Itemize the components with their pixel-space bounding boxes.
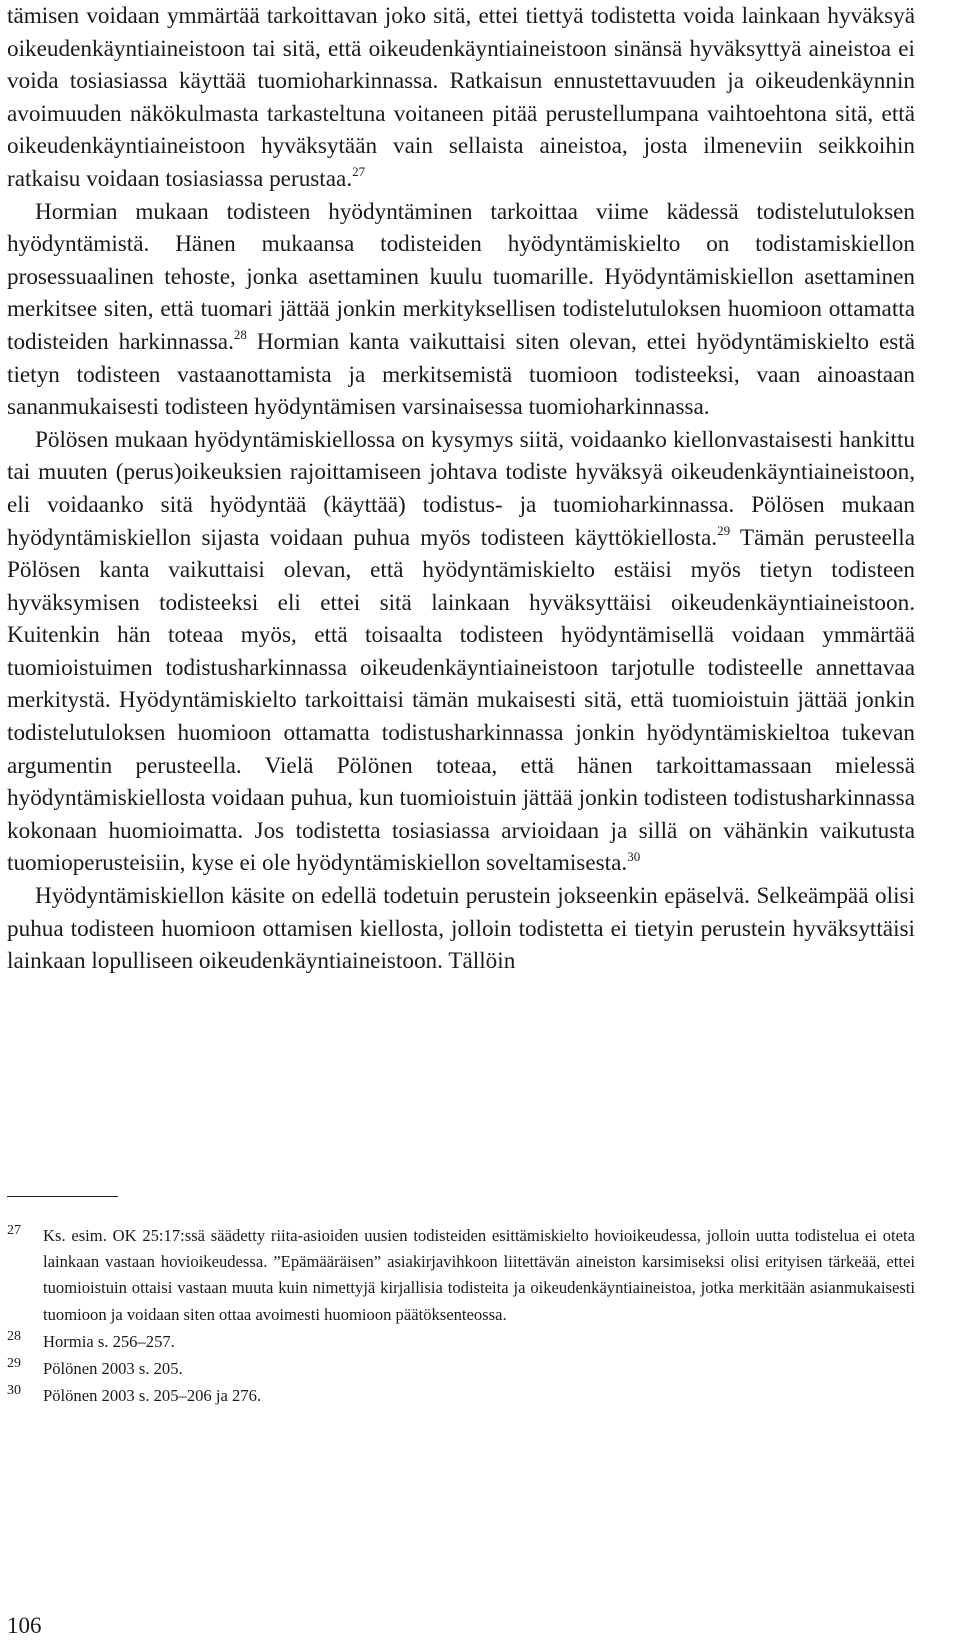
footnote-28 — [7, 1329, 915, 1355]
footnote-ref: 29 — [717, 522, 731, 538]
footnote-text: Pölönen 2003 s. 205–206 ja 276. — [43, 1386, 262, 1406]
paragraph-text: tämisen voidaan ymmärtää tarkoittavan joko sitä, ettei tiettyä todistetta voida lainkaan hyväksyä oikeudenkäyntiaineistoon tai sitä, että oikeudenkäyntiaineistoon sinänsä hyväksyttyä aineistoa ei voida tosiasiassa käyttää tuomioharkinnassa. Ratkaisun ennustettavuuden ja oikeudenkäynnin avoimuuden näkökulmasta tarkasteltuna voitaneen pitää perustellumpana vaihtoehtona sitä, että oikeudenkäyntiaineistoon hyväksytään vain sellaista aineistoa, josta ilmeneviin seikkoihin ratkaisu voidaan tosiasiassa perustaa. — [7, 3, 915, 192]
paragraph-text-tail: Hormian kanta vaikuttaisi siten olevan, ettei hyödyntämiskielto estä tietyn todisteen vastaanottamista ja merkitsemistä tuomioon todisteeksi, vaan ainoastaan sananmukaisesti todisteen hyödyntämisen varsinaisessa tuomioharkinnassa. — [7, 328, 915, 421]
footnote-number: 30 — [7, 1383, 21, 1399]
footnotes — [7, 1223, 915, 1410]
footnote-27 — [7, 1223, 915, 1328]
paragraph-text-tail: Tämän perusteella Pölösen kanta vaikuttaisi olevan, että hyödyntämiskielto estäisi myös tietyn todisteen hyväksymisen todisteeksi eli ettei sitä lainkaan hyväksyttäisi oikeudenkäyntiaineistoon. Kuitenkin hän toteaa myös, että toisaalta todisteen hyödyntämisellä voidaan ymmärtää tuomioistuimen todistusharkinnassa oikeudenkäyntiaineistoon tarjotulle todisteelle annettavaa merkitystä. Hyödyntämiskielto tarkoittaisi tämän mukaisesti sitä, että tuomioistuin jättää jonkin todistelutuloksen huomioon ottamatta todistusharkinnassa jonkin hyödyntämiskieltoa tukevan argumentin perusteella. Vielä Pölönen toteaa, että hänen tarkoittamassaan mielessä hyödyntämiskiellosta voidaan puhua, kun tuomioistuin jättää jonkin todisteen todistusharkinnassa kokonaan huomioimatta. Jos todistetta tosiasiassa arvioidaan ja sillä on vähänkin vaikutusta tuomioperusteisiin, kyse ei ole hyödyntämiskiellon soveltamisesta. — [7, 524, 915, 877]
footnote-30 — [7, 1383, 915, 1409]
footnote-ref: 27 — [352, 164, 366, 180]
page — [7, 0, 915, 978]
paragraph-4 — [7, 880, 915, 978]
paragraph-1 — [7, 0, 915, 196]
footnote-divider — [7, 1196, 118, 1197]
footnote-text: Ks. esim. OK 25:17:ssä säädetty riita-asioiden uusien todisteiden esittämiskielto hovioikeudessa, jolloin uutta todistelua ei oteta lainkaan vastaan hovioikeudessa. ”Epämääräisen” asiakirjavihkoon liitettävän aineiston karsimiseksi olisi erityisen tärkeää, ettei tuomioistuin ottaisi vastaan muuta kuin nimettyjä kirjallisia todisteita ja oikeudenkäyntiaineistoa, jotka merkitään asianmukaisesti tuomioon ja voidaan siten ottaa avoimesti huomioon päätöksenteossa. — [43, 1226, 915, 1324]
footnote-number: 29 — [7, 1356, 21, 1372]
footnote-ref: 28 — [233, 327, 247, 343]
paragraph-2 — [7, 196, 915, 424]
footnote-text: Pölönen 2003 s. 205. — [43, 1359, 183, 1379]
paragraph-text: Pölösen mukaan hyödyntämiskiellossa on kysymys siitä, voidaanko kiellonvastaisesti hankittu tai muuten (perus)oikeuksien rajoittamiseen johtava todiste hyväksyä oikeudenkäyntiaineistoon, eli voidaanko sitä hyödyntää (käyttää) todistus- ja tuomioharkinnassa. Pölösen mukaan hyödyntämiskiellon sijasta voidaan puhua myös todisteen käyttökiellosta. — [7, 426, 915, 551]
footnote-ref: 30 — [627, 848, 641, 864]
footnote-number: 28 — [7, 1328, 21, 1344]
footnote-number: 27 — [7, 1223, 21, 1238]
footnote-29 — [7, 1356, 915, 1382]
page-number: 106 — [7, 1613, 42, 1638]
paragraph-3 — [7, 424, 915, 880]
paragraph-text: Hyödyntämiskiellon käsite on edellä todetuin perustein jokseenkin epäselvä. Selkeämpää olisi puhua todisteen huomioon ottamisen kiellosta, jolloin todistetta ei tietyin perustein hyväksyttäisi lainkaan lopulliseen oikeudenkäyntiaineistoon. Tällöin — [7, 883, 915, 975]
body-text — [7, 0, 915, 978]
footnote-text: Hormia s. 256–257. — [43, 1331, 175, 1351]
paragraph-text: Hormian mukaan todisteen hyödyntäminen tarkoittaa viime kädessä todistelutuloksen hyödyntämistä. Hänen mukaansa todisteiden hyödyntämiskielto on todistamiskiellon prosessuaalinen tehoste, jonka asettaminen kuulu tuomarille. Hyödyntämiskiellon asettaminen merkitsee siten, että tuomari jättää jonkin merkityksellisen todistelutuloksen huomioon ottamatta todisteiden harkinnassa. — [7, 198, 915, 355]
